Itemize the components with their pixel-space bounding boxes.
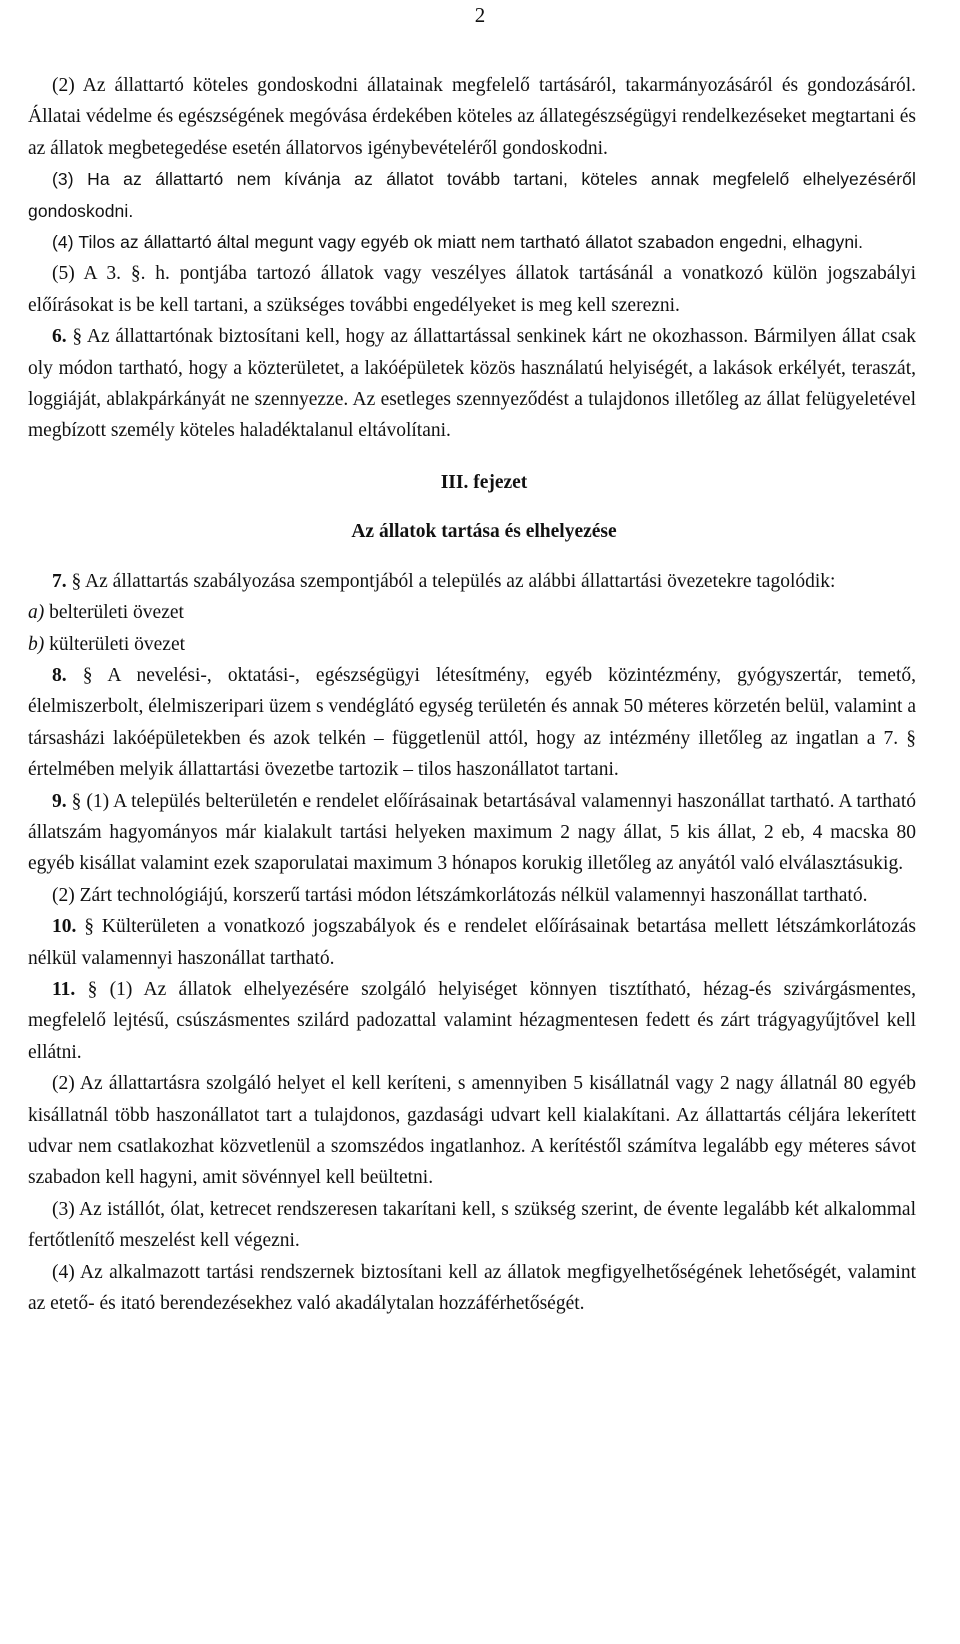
- section-9-text: § (1) A település belterületén e rendelet előírásainak betartásával valamennyi haszonállat tartható. A tartható állatszám hagyományos már kialakult tartási helyeken maximum 2 nagy állat, 5 kis állat, 2 eb, 4 macska 80 egyéb kisállat valamint ezek szaporulatai maximum 3 hónapos korukig illetőleg az anyától való elválasztásukig.: [28, 790, 916, 875]
- section-9-number: 9.: [52, 790, 67, 812]
- section-7-item-b: [28, 629, 916, 660]
- section-8-number: 8.: [52, 664, 67, 686]
- chapter-number: III. fejezet: [440, 471, 528, 493]
- section-8: [28, 660, 916, 786]
- item-a-letter: a): [28, 602, 45, 624]
- section-7-text: § Az állattartás szabályozása szempontjából a település az alábbi állattartási övezetekre tagolódik:: [66, 570, 836, 592]
- document-body: [28, 70, 916, 1319]
- paragraph-5: (5) A 3. §. h. pontjába tartozó állatok vagy veszélyes állatok tartásánál a vonatkozó külön jogszabályi előírásokat is be kell tartani, a szükséges további engedélyeket is meg kell szerezni.: [28, 263, 916, 316]
- section-11-text: § (1) Az állatok elhelyezésére szolgáló helyiséget könnyen tisztítható, hézag-és szivárgásmentes, megfelelő lejtésű, csúszásmentes szilárd padozattal valamint hézagmentesen fedett és zárt trágyagyűjtővel kell ellátni.: [28, 978, 916, 1063]
- item-b-letter: b): [28, 633, 45, 655]
- section-7-number: 7.: [52, 570, 67, 592]
- section-8-text: § A nevelési-, oktatási-, egészségügyi létesítmény, egyéb közintézmény, gyógyszertár, temető, élelmiszerbolt, élelmiszeripari üzem s vendéglátó egység területén és annak 50 méteres körzetén belül, valamint a társasházi lakóépületekben és azok telkén – függetlenül attól, hogy az intézmény illetőleg az ingatlan a 7. § értelmében melyik állattartási övezetbe tartozik – tilos haszonállatot tartani.: [28, 664, 916, 781]
- section-11: [28, 974, 916, 1068]
- section-11-number: 11.: [52, 978, 76, 1000]
- paragraph-2: (2) Az állattartó köteles gondoskodni állatainak megfelelő tartásáról, takarmányozásáról és gondozásáról. Állatai védelme és egészségének megóvása érdekében köteles az állategészségügyi rendelkezéseket megtartani és az állatok megbetegedése esetén állatorvos igénybevételéről gondoskodni.: [28, 75, 916, 159]
- paragraph-3: (3) Ha az állattartó nem kívánja az állatot tovább tartani, köteles annak megfelelő elhelyezéséről gondoskodni.: [28, 169, 916, 221]
- paragraph-4: (4) Tilos az állattartó által megunt vagy egyéb ok miatt nem tartható állatot szabadon engedni, elhagyni.: [52, 232, 864, 253]
- section-7-item-a: [28, 597, 916, 628]
- section-10: [28, 911, 916, 974]
- section-9: [28, 786, 916, 880]
- section-9-paragraph-2: (2) Zárt technológiájú, korszerű tartási módon létszámkorlátozás nélkül valamennyi haszonállat tartható.: [52, 884, 868, 906]
- section-6-text: § Az állattartónak biztosítani kell, hogy az állattartással senkinek kárt ne okozhasson. Bármilyen állat csak oly módon tartható, hogy a közterületet, a lakóépületek közös használatú helyiségét, a lakások erkélyét, teraszát, loggiáját, ablakpárkányát ne szennyezze. Az esetleges szennyeződést a tulajdonos illetőleg az állat felügyeletével megbízott személy köteles haladéktalanul eltávolítani.: [28, 326, 916, 442]
- section-10-number: 10.: [52, 916, 77, 938]
- section-6: [28, 321, 916, 447]
- section-6-number: 6.: [52, 326, 67, 348]
- page-number: 2: [474, 3, 486, 27]
- chapter-title: Az állatok tartása és elhelyezése: [351, 521, 617, 543]
- section-7: [28, 566, 916, 597]
- section-10-text: § Külterületen a vonatkozó jogszabályok és e rendelet előírásainak betartása mellett létszámkorlátozás nélkül valamennyi haszonállat tartható.: [28, 916, 916, 969]
- section-11-paragraph-4: (4) Az alkalmazott tartási rendszernek biztosítani kell az állatok megfigyelhetőségének lehetőségét, valamint az etető- és itató berendezésekhez való akadálytalan hozzáférhetőségét.: [28, 1261, 916, 1315]
- section-11-paragraph-2: (2) Az állattartásra szolgáló helyet el kell keríteni, s amennyiben 5 kisállatnál vagy 2 nagy állatnál 80 egyéb kisállatnál több haszonállatot tart a tulajdonos, gazdasági udvart kell kialakítani. Az állattartás céljára lekerített udvar nem csatlakozhat közvetlenül a szomszédos ingatlanhoz. A kerítéstől számítva legalább egy méteres sávot szabadon kell hagyni, amit sövénnyel kell beültetni.: [28, 1073, 916, 1189]
- item-b-text: külterületi övezet: [44, 633, 186, 655]
- section-11-paragraph-3: (3) Az istállót, ólat, ketrecet rendszeresen takarítani kell, s szükség szerint, de évente legalább két alkalommal fertőtlenítő meszelést kell végezni.: [28, 1198, 916, 1252]
- item-a-text: belterületi övezet: [44, 602, 184, 624]
